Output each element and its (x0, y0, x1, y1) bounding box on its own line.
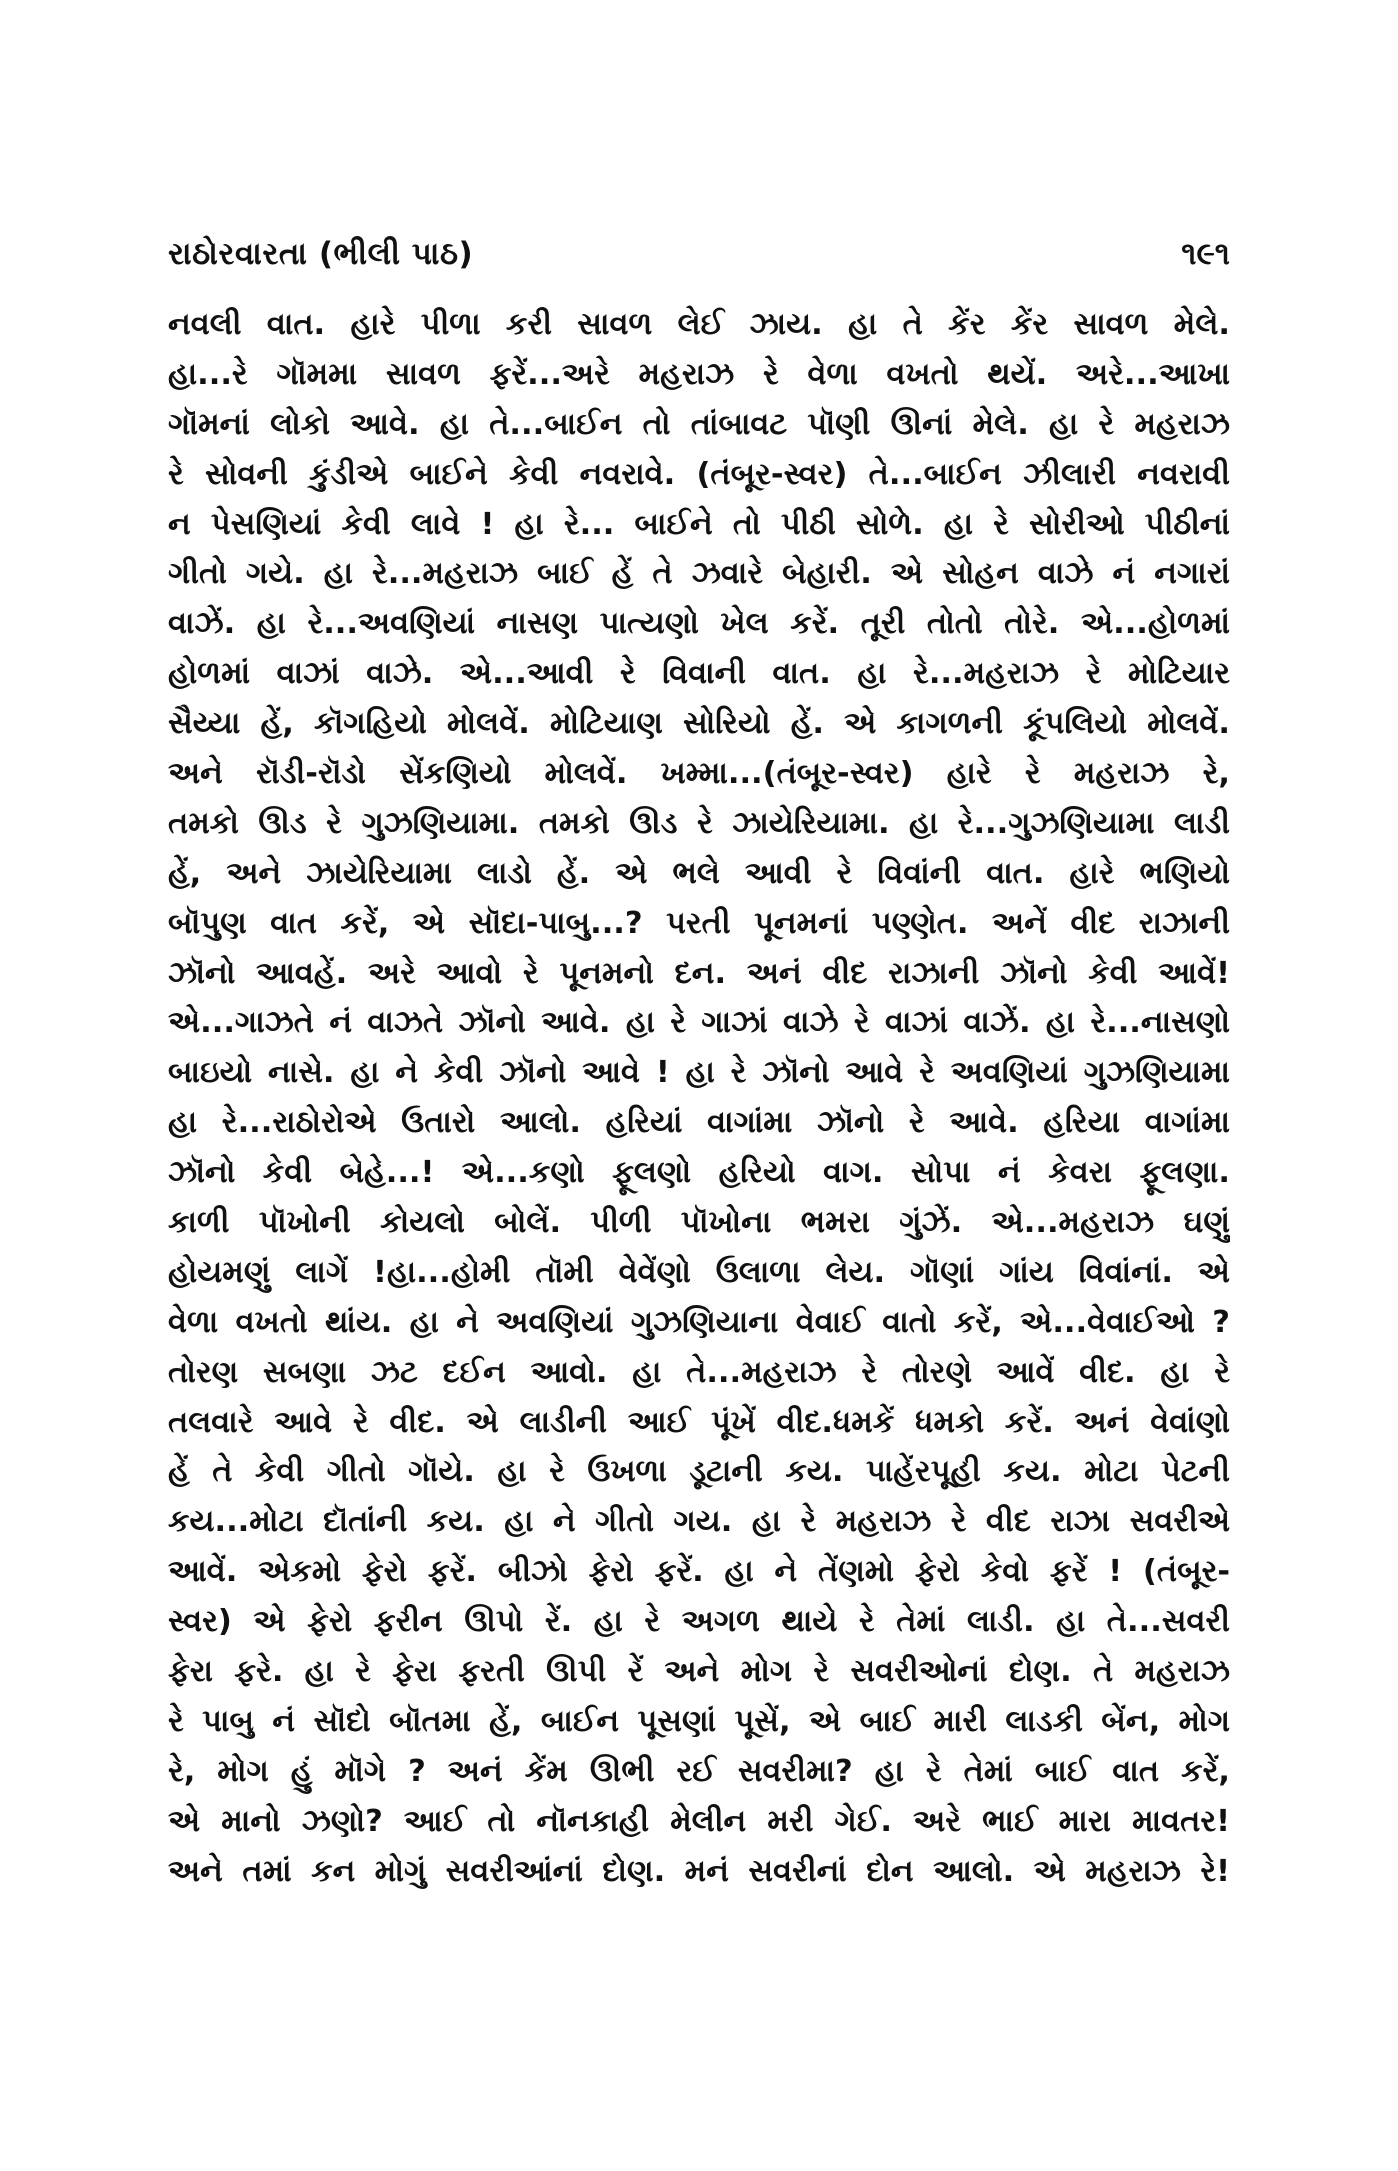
text-line: ન પેસણિયાં કેવી લાવે ! હા રે... બાઈને તો પીઠી સોળે. હા રે સોરીઓ પીઠીનાં (168, 506, 1230, 542)
text-line: તોરણ સબણા ઝટ દઈન આવો. હા તે...મહરાઝ રે તોરણે આવેં વીદ. હા રે (168, 1354, 1230, 1390)
text-line: હોયમણું લાગેં !હા...હોમી તૉમી વેવેંણો ઉલાળા લેય. ગૉણાં ગાંય વિવાંનાં. એ (168, 1254, 1230, 1290)
text-line: રે સોવની કુંડીએ બાઈને કેવી નવરાવે. (તંબૂર-સ્વર) તે...બાઈન ઝીલારી નવરાવી (168, 456, 1230, 492)
text-line: એ માનો ઝણો? આઈ તો નૉનકાહી મેલીન મરી ગેઈ. અરે ભાઈ મારા માવતર! (168, 1803, 1230, 1839)
text-line: કય...મોટા દૉતાંની કય. હા ને ગીતો ગય. હા રે મહરાઝ રે વીદ રાઝા સવરીએ (168, 1504, 1230, 1540)
text-line: રે, મોગ હું મૉગે ? અનં કેંમ ઊભી રઈ સવરીમા? હા રે તેમાં બાઈ વાત કરેં, (168, 1753, 1230, 1789)
text-line: હા રે...રાઠોરોએ ઉતારો આલો. હરિયાં વાગાંમા ઝૉનો રે આવે. હરિયા વાગાંમા (168, 1105, 1230, 1141)
running-head (168, 228, 1230, 280)
text-line: ઝૉનો કેવી બેહે...! એ...કણો ફૂલણો હરિયો વાગ. સોપા નં કેવરા ફૂલણા. (168, 1155, 1230, 1191)
running-head-title: રાઠોરવારતા (ભીલી પાઠ) (168, 235, 474, 272)
text-line: વાઝેં. હા રે...અવણિયાં નાસણ પાત્યણો ખેલ કરેં. તૂરી તોતો તોરે. એ...હોળમાં (168, 606, 1230, 642)
text-line: હા...રે ગૉમમા સાવળ ફરેં...અરે મહરાઝ રે વેળા વખતો થયેં. અરે...આખા (168, 356, 1230, 392)
text-line: અને તમાં કન મોગું સવરીઆંનાં દોણ. મનં સવરીનાં દોન આલો. એ મહરાઝ રે! (168, 1853, 1230, 1889)
text-line: બૉપુણ વાત કરેં, એ સૉદા-પાબુ...? પરતી પૂનમનાં પણ્ણેત. અનેં વીદ રાઝાની (168, 905, 1230, 941)
text-line: કાળી પૉખોની કોયલો બોલેં. પીળી પૉખોના ભમરા ગુંઝેં. એ...મહરાઝ ઘણું (168, 1205, 1230, 1241)
text-line: હેં તે કેવી ગીતો ગૉયે. હા રે ઉખળા ડૂટાની કય. પાહેંરપૂહી કય. મોટા પેટની (168, 1454, 1230, 1490)
text-line: ફેરા ફરે. હા રે ફેરા ફરતી ઊપી રેં અને મોગ રે સવરીઓનાં દોણ. તે મહરાઝ (168, 1654, 1230, 1690)
text-line: આવેં. એકમો ફેરો ફરેં. બીઝો ફેરો ફરેં. હા ને તેંણમો ફેરો કેવો ફરેં ! (તંબૂર- (168, 1554, 1230, 1590)
text-line: એ...ગાઝતે નં વાઝતે ઝૉનો આવે. હા રે ગાઝાં વાઝે રે વાઝાં વાઝેં. હા રે...નાસણો (168, 1005, 1230, 1041)
text-line: અને રૉડી-રૉડો સેંકણિયો મોલવેં. ખમ્મા...(તંબૂર-સ્વર) હારે રે મહરાઝ રે, (168, 756, 1230, 792)
text-line: સૈય્યા હેં, કૉગહિયો મોલવેં. મોટિયાણ સોરિયો હેં. એ કાગળની કૂંપલિયો મોલવેં. (168, 706, 1230, 742)
text-line: નવલી વાત. હારે પીળા કરી સાવળ લેઈ ઝાય. હા તે કેંર કેંર સાવળ મેલે. (168, 307, 1230, 342)
text-line: ગૉમનાં લોકો આવે. હા તે...બાઈન તો તાંબાવટ પૉણી ઊનાં મેલે. હા રે મહરાઝ (168, 406, 1230, 442)
text-line: ગીતો ગયે. હા રે...મહરાઝ બાઈ હેં તે ઝવારે બેહારી. એ સોહન વાઝે નં નગારાં (168, 556, 1230, 592)
text-line: રે પાબુ નં સૉદો બૉતમા હેં, બાઈન પૂસણાં પૂસેં, એ બાઈ મારી લાડકી બેંન, મોગ (168, 1703, 1230, 1739)
text-line: તલવારે આવે રે વીદ. એ લાડીની આઈ પૂંખેં વીદ.ધમકેં ધમકો કરેં. અનં વેવાંણો (168, 1404, 1230, 1440)
text-line: હોળમાં વાઝાં વાઝે. એ...આવી રે વિવાની વાત. હા રે...મહરાઝ રે મોટિયાર (168, 656, 1230, 692)
text-line: હેં, અને ઝાયેરિયામા લાડો હેં. એ ભલે આવી રે વિવાંની વાત. હારે ભણિયો (168, 855, 1230, 891)
page-number: ૧૯૧ (1181, 235, 1230, 272)
text-line: ઝૉનો આવહેં. અરે આવો રે પૂનમનો દન. અનં વીદ રાઝાની ઝૉનો કેવી આવેં! (168, 955, 1230, 991)
text-line: સ્વર) એ ફેરો ફરીન ઊપો રેં. હા રે અગળ થાયે રે તેમાં લાડી. હા તે...સવરી (168, 1604, 1230, 1640)
body-paragraph (168, 300, 1230, 1897)
text-line: વેળા વખતો થાંય. હા ને અવણિયાં ગુઝણિયાના વેવાઈ વાતો કરેં, એ...વેવાઈઓ ? (168, 1304, 1230, 1340)
text-line: તમકો ઊડ રે ગુઝણિયામા. તમકો ઊડ રે ઝાયેરિયામા. હા રે...ગુઝણિયામા લાડી (168, 805, 1230, 841)
text-line: બાઇયો નાસે. હા ને કેવી ઝૉનો આવે ! હા રે ઝૉનો આવે રે અવણિયાં ગુઝણિયામા (168, 1055, 1230, 1091)
